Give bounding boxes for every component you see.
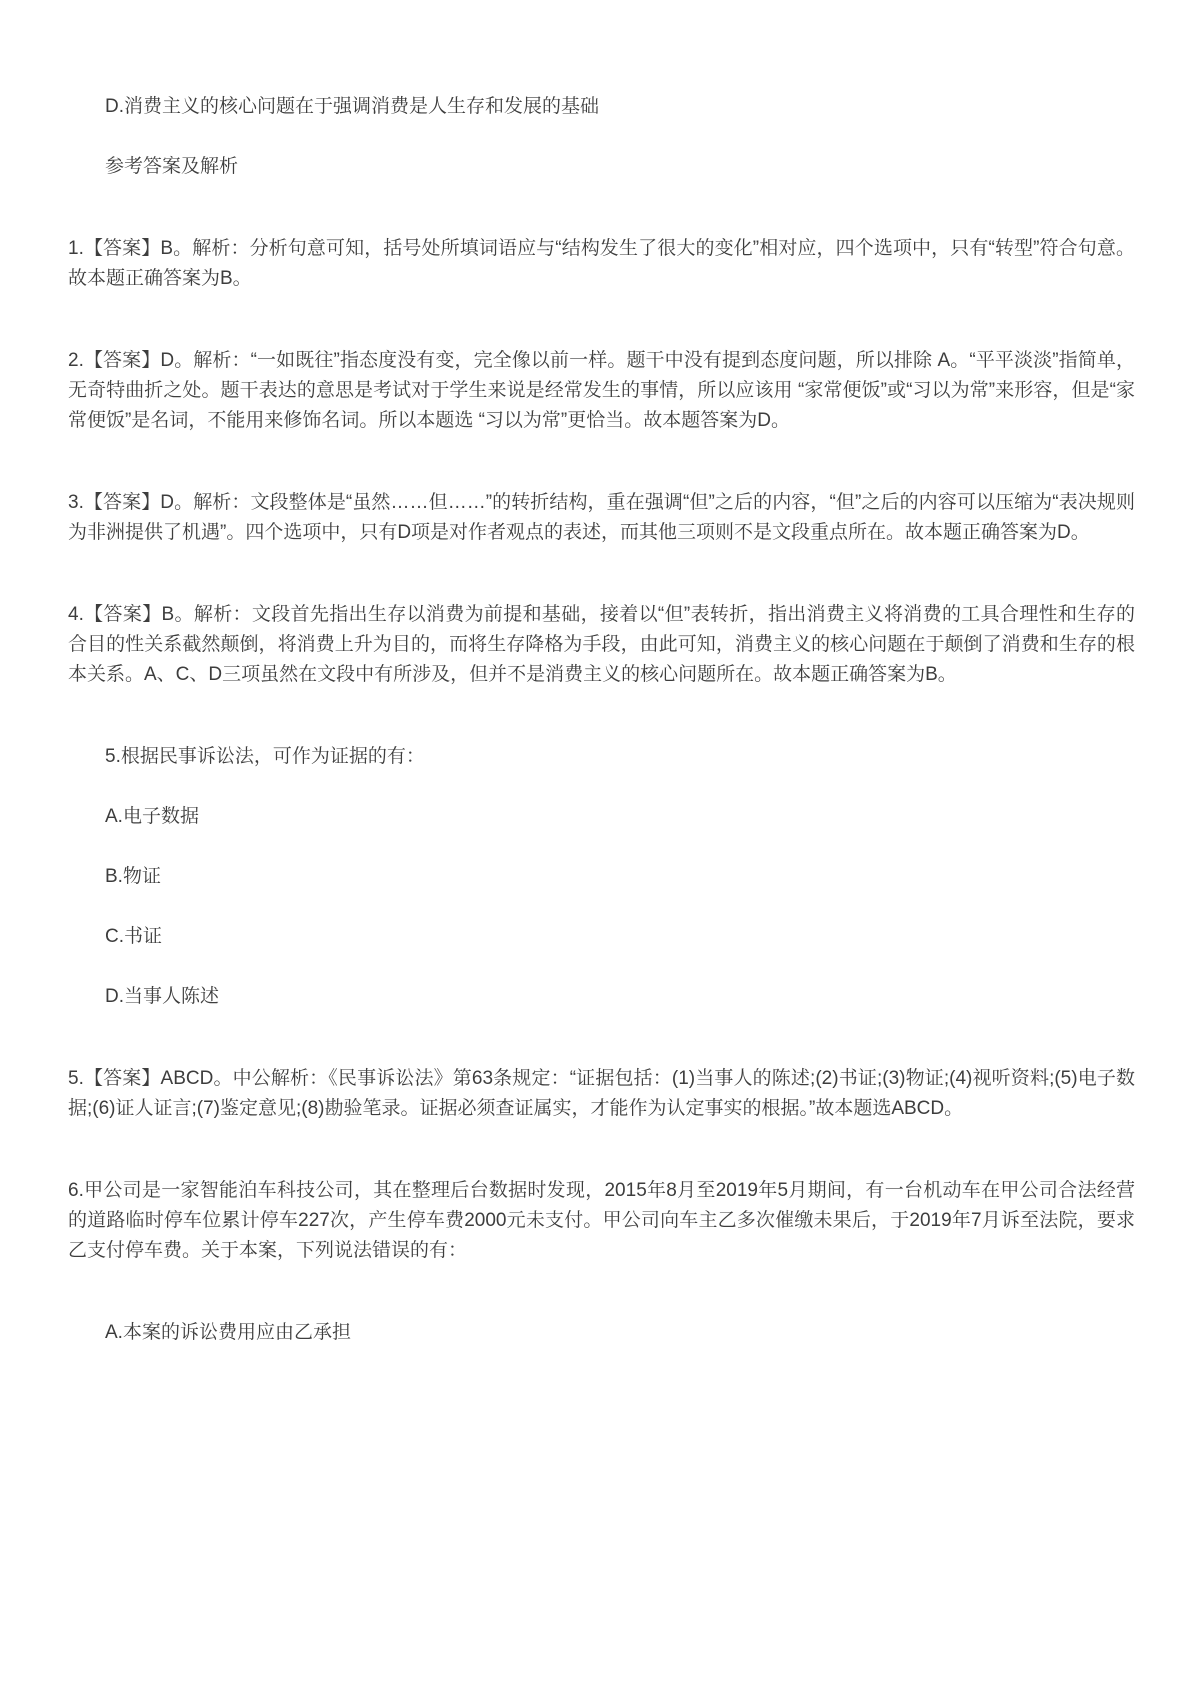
question-6-stem: 6.甲公司是一家智能泊车科技公司，其在整理后台数据时发现，2015年8月至2019年5月期间，有一台机动车在甲公司合法经营的道路临时停车位累计停车227次，产生停车费2000元未支付。甲公司向车主乙多次催缴未果后，于2019年7月诉至法院，要求乙支付停车费。关于本案，下列说法错误的有： xyxy=(68,1180,1135,1261)
question-5-option-a: A.电子数据 xyxy=(105,806,199,827)
answer-explanation-2: 2.【答案】D。解析：“一如既往”指态度没有变，完全像以前一样。题干中没有提到态度问题，所以排除 A。“平平淡淡”指简单，无奇特曲折之处。题干表达的意思是考试对于学生来说是经常发生的事情，所以应该用 “家常便饭”或“习以为常”来形容，但是“家常便饭”是名词，不能用来修饰名词。所以本题选 “习以为常”更恰当。故本题答案为D。 xyxy=(68,350,1135,431)
answer-explanation-4: 4.【答案】B。解析：文段首先指出生存以消费为前提和基础，接着以“但”表转折，指出消费主义将消费的工具合理性和生存的合目的性关系截然颠倒，将消费上升为目的，而将生存降格为手段，由此可知，消费主义的核心问题在于颠倒了消费和生存的根本关系。A、C、D三项虽然在文段中有所涉及，但并不是消费主义的核心问题所在。故本题正确答案为B。 xyxy=(68,604,1135,685)
answer-explanation-1: 1.【答案】B。解析：分析句意可知，括号处所填词语应与“结构发生了很大的变化”相对应，四个选项中，只有“转型”符合句意。故本题正确答案为B。 xyxy=(68,238,1135,289)
question-5-option-c: C.书证 xyxy=(105,926,163,947)
answer-explanation-5: 5.【答案】ABCD。中公解析：《民事诉讼法》第63条规定：“证据包括：(1)当事人的陈述;(2)书证;(3)物证;(4)视听资料;(5)电子数据;(6)证人证言;(7)鉴定意见;(8)勘验笔录。证据必须查证属实，才能作为认定事实的根据。”故本题选ABCD。 xyxy=(68,1068,1135,1119)
question-6-option-a: A.本案的诉讼费用应由乙承担 xyxy=(105,1322,351,1343)
question-5-option-d: D.当事人陈述 xyxy=(105,986,220,1007)
question-5-option-b: B.物证 xyxy=(105,866,161,887)
answer-explanation-3: 3.【答案】D。解析：文段整体是“虽然……但……”的转折结构，重在强调“但”之后的内容，“但”之后的内容可以压缩为“表决规则为非洲提供了机遇”。四个选项中，只有D项是对作者观点的表述，而其他三项则不是文段重点所在。故本题正确答案为D。 xyxy=(68,492,1135,543)
question-5-stem: 5.根据民事诉讼法，可作为证据的有： xyxy=(105,746,425,767)
prev-question-option-d: D.消费主义的核心问题在于强调消费是人生存和发展的基础 xyxy=(105,96,600,117)
section-title: 参考答案及解析 xyxy=(105,156,239,177)
